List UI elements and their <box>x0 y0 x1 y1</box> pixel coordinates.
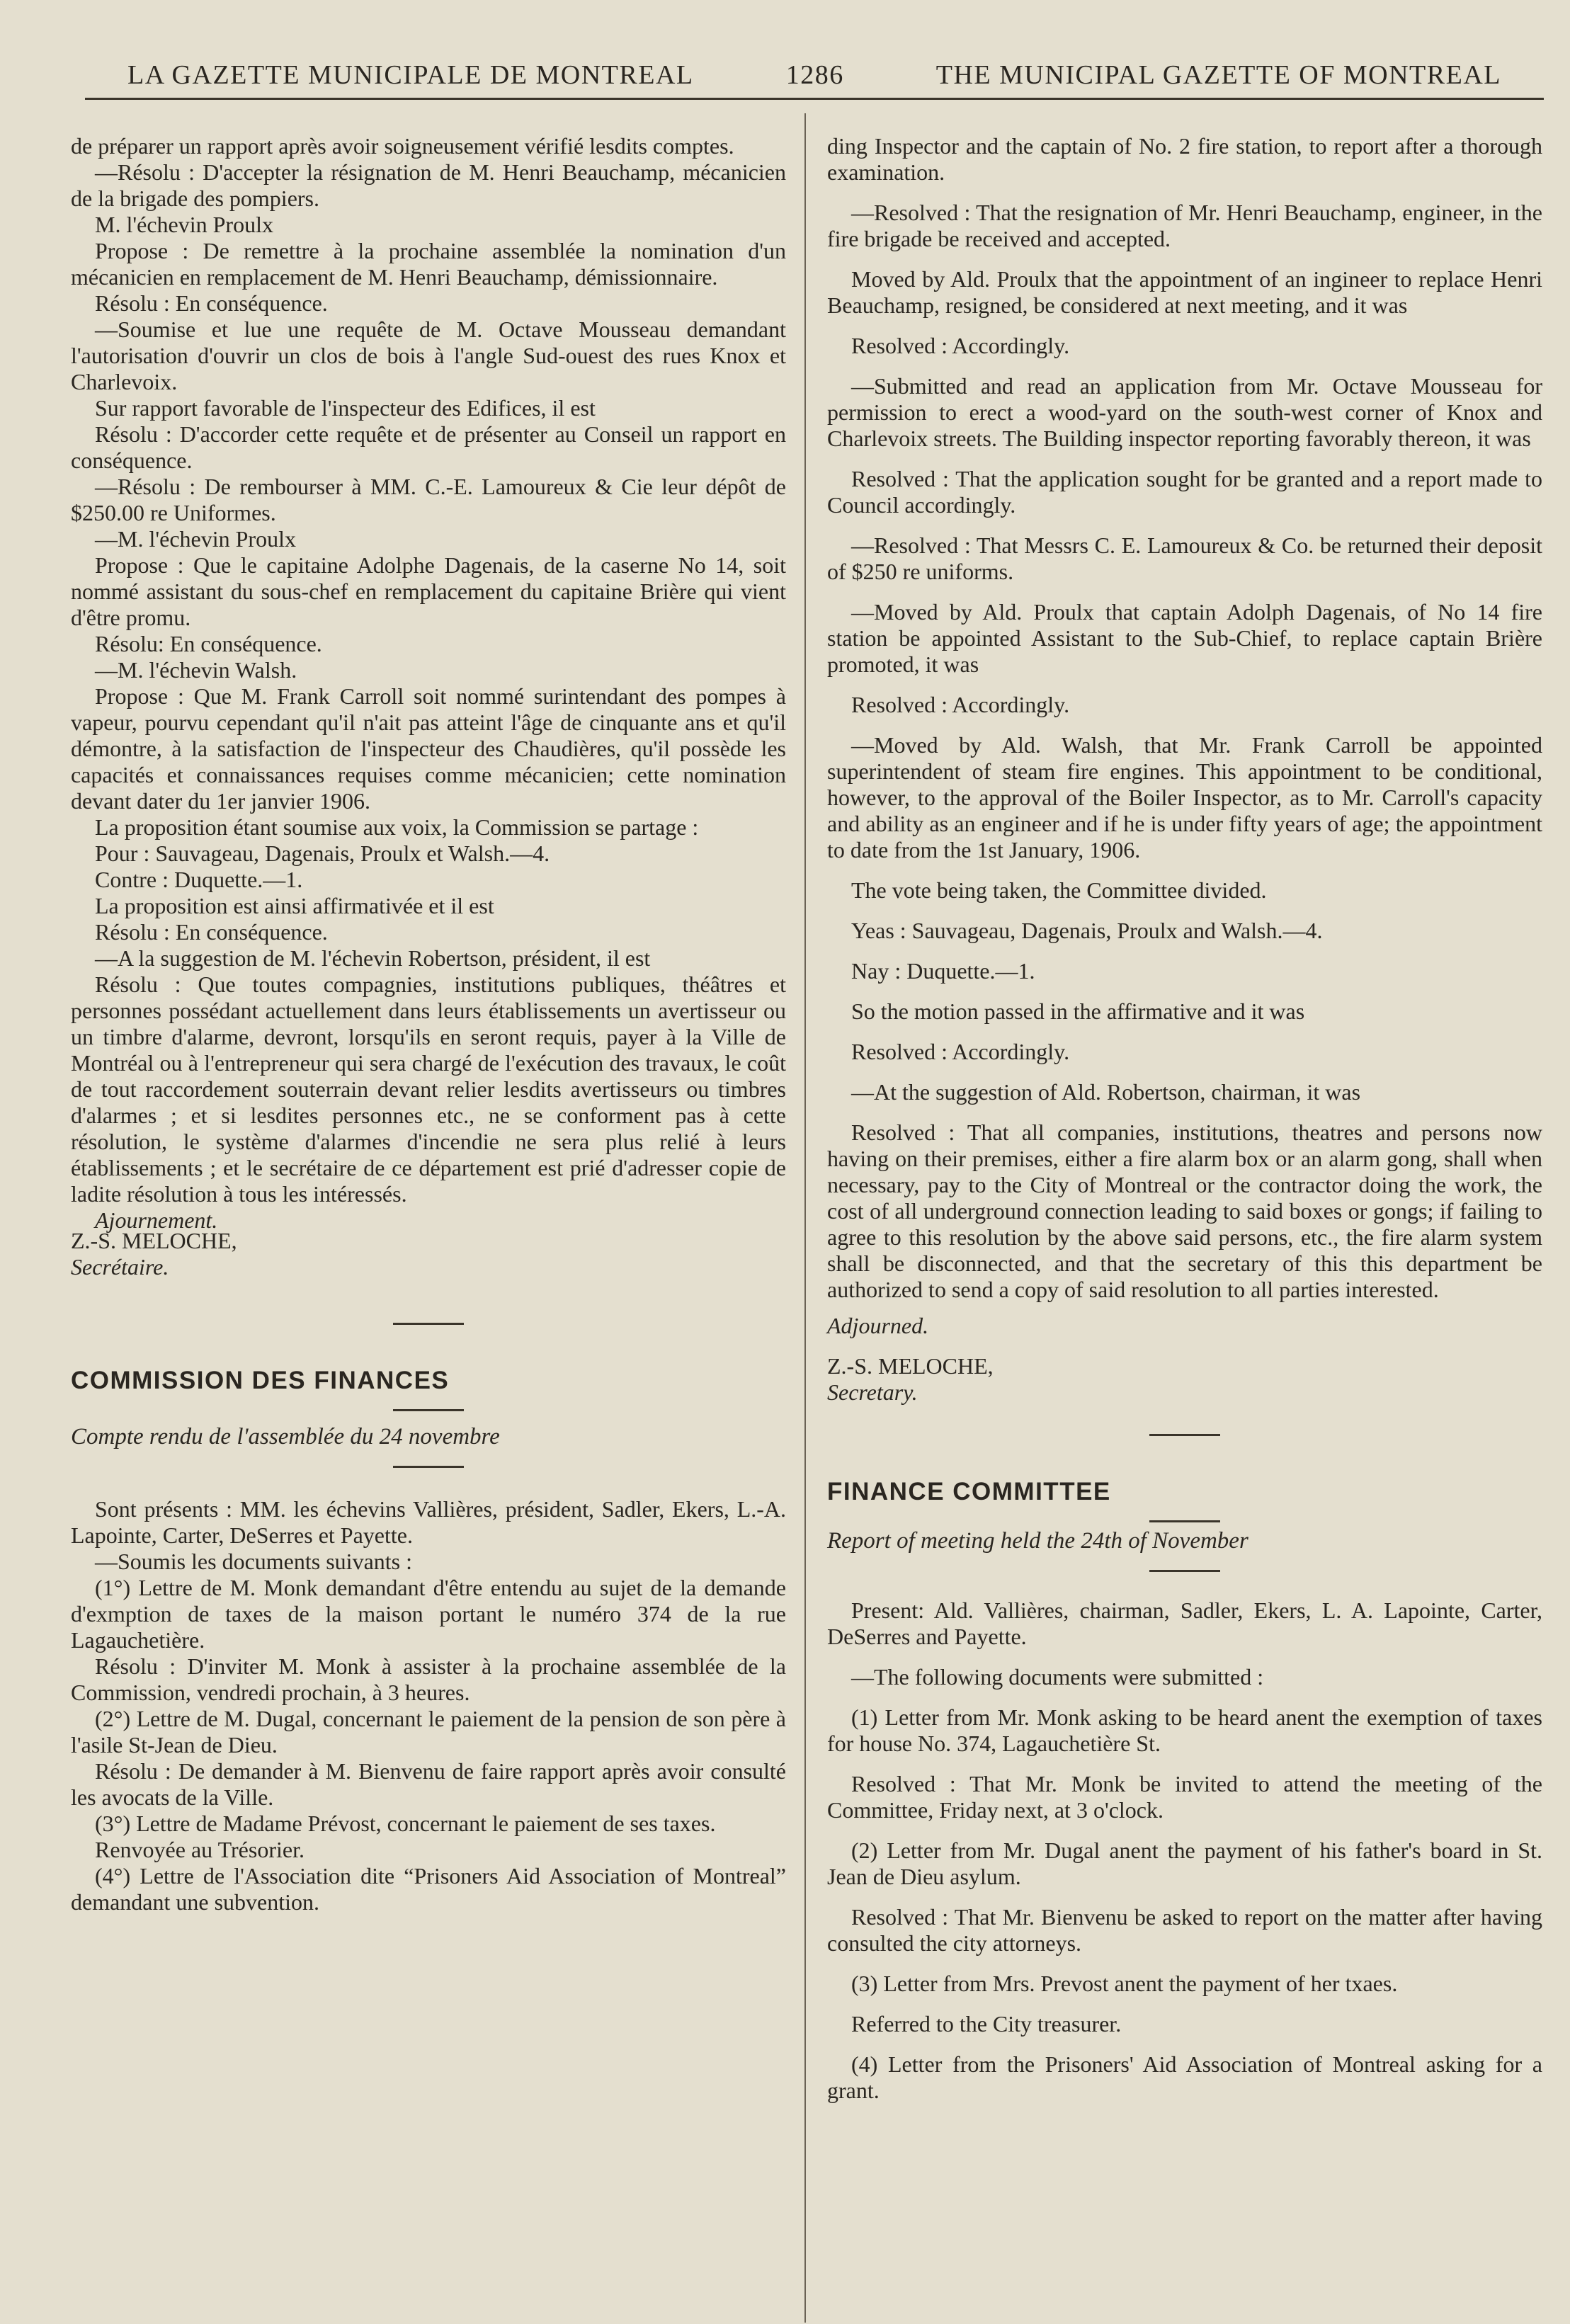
section-rule <box>393 1323 464 1325</box>
column-divider <box>804 113 806 2323</box>
header-french-title: LA GAZETTE MUNICIPALE DE MONTREAL <box>127 60 694 90</box>
paragraph: Resolved : Accordingly. <box>851 1039 1070 1064</box>
paragraph: Sont présents : MM. les échevins Vallières, président, Sadler, Ekers, L.-A. Lapointe, Carter, DeSerres et Payette. <box>71 1496 786 1548</box>
paragraph: (2) Letter from Mr. Dugal anent the payment of his father's board in St. Jean de Dieu asylum. <box>827 1838 1542 1889</box>
paragraph: Nay : Duquette.—1. <box>851 958 1035 984</box>
paragraph: —Submitted and read an application from Mr. Octave Mousseau for permission to erect a wood-yard on the south-west corner of Knox and Charlevoix streets. The Building inspector reporting favorably thereon, it was <box>827 373 1542 451</box>
signature-name: Z.-S. MELOCHE, <box>827 1353 994 1379</box>
paragraph: Résolu: En conséquence. <box>95 631 322 656</box>
paragraph: —M. l'échevin Walsh. <box>95 657 297 683</box>
signature <box>71 1228 786 1280</box>
section-rule <box>393 1409 464 1411</box>
paragraph: —Resolved : That Messrs C. E. Lamoureux & Co. be returned their deposit of $250 re uniforms. <box>827 532 1542 584</box>
paragraph: —Moved by Ald. Walsh, that Mr. Frank Carroll be appointed superintendent of steam fire engines. This appointment to be conditional, however, to the approval of the Boiler Inspector, as to Mr. Carroll's capacity and ability as an engineer and if he is under fifty years of age; the appointment to date from the 1st January, 1906. <box>827 732 1542 862</box>
paragraph: Résolu : D'inviter M. Monk à assister à la prochaine assemblée de la Commission, vendredi prochain, à 3 heures. <box>71 1653 786 1705</box>
section-title: COMMISSION DES FINANCES <box>71 1367 450 1394</box>
section-rule <box>1149 1570 1220 1572</box>
paragraph: —Résolu : D'accepter la résignation de M. Henri Beauchamp, mécanicien de la brigade des pompiers. <box>71 159 786 211</box>
paragraph: —Moved by Ald. Proulx that captain Adolph Dagenais, of No 14 fire station be appointed Assistant to the Sub-Chief, to replace captain Brière promoted, it was <box>827 599 1542 677</box>
adjournment: Ajournement. <box>95 1207 218 1233</box>
paragraph: (1°) Lettre de M. Monk demandant d'être entendu au sujet de la demande d'exmption de taxes de la maison portant le numéro 374 de la rue Lagauchetière. <box>71 1575 786 1653</box>
paragraph: Propose : Que M. Frank Carroll soit nommé surintendant des pompes à vapeur, pourvu cependant qu'il n'ait pas atteint l'âge de cinquante ans et qu'il démontre, à la satisfaction de l'inspecteur des Chaudières, qu'il possède les capacités et connaissances requises comme mécanicien; cette nomination devant dater du 1er janvier 1906. <box>71 683 786 814</box>
paragraph: —Soumise et lue une requête de M. Octave Mousseau demandant l'autorisation d'ouvrir un clos de bois à l'angle Sud-ouest des rues Knox et Charlevoix. <box>71 317 786 394</box>
french-column <box>71 133 786 1915</box>
paragraph: M. l'échevin Proulx <box>95 212 273 237</box>
paragraph: Present: Ald. Vallières, chairman, Sadler, Ekers, L. A. Lapointe, Carter, DeSerres and Payette. <box>827 1597 1542 1649</box>
paragraph: —The following documents were submitted : <box>851 1664 1264 1690</box>
section-subtitle: Compte rendu de l'assemblée du 24 novembre <box>71 1424 500 1449</box>
paragraph: Moved by Ald. Proulx that the appointment of an ingineer to replace Henri Beauchamp, resigned, be considered at next meeting, and it was <box>827 266 1542 318</box>
paragraph: —M. l'échevin Proulx <box>95 526 296 552</box>
paragraph: Yeas : Sauvageau, Dagenais, Proulx and Walsh.—4. <box>851 918 1323 943</box>
paragraph: de préparer un rapport après avoir soigneusement vérifié lesdits comptes. <box>71 133 734 159</box>
paragraph: Resolved : That Mr. Bienvenu be asked to report on the matter after having consulted the city attorneys. <box>827 1904 1542 1956</box>
signature-title: Secretary. <box>827 1379 918 1405</box>
paragraph: Propose : Que le capitaine Adolphe Dagenais, de la caserne No 14, soit nommé assistant du sous-chef en remplacement du capitaine Brière qui vient d'être promu. <box>71 552 786 630</box>
paragraph: Resolved : Accordingly. <box>851 333 1070 358</box>
paragraph: —At the suggestion of Ald. Robertson, chairman, it was <box>851 1079 1361 1105</box>
signature-title: Secrétaire. <box>71 1254 169 1280</box>
paragraph: Referred to the City treasurer. <box>851 2011 1122 2037</box>
paragraph: (3) Letter from Mrs. Prevost anent the payment of her txaes. <box>851 1971 1398 1996</box>
paragraph: Contre : Duquette.—1. <box>95 867 303 892</box>
paragraph: La proposition étant soumise aux voix, la Commission se partage : <box>95 814 699 840</box>
section-rule <box>1149 1520 1220 1522</box>
section-subtitle: Report of meeting held the 24th of November <box>827 1528 1248 1554</box>
paragraph: (3°) Lettre de Madame Prévost, concernant le paiement de ses taxes. <box>95 1811 716 1836</box>
paragraph: —A la suggestion de M. l'échevin Robertson, président, il est <box>95 945 651 971</box>
signature-name: Z.-S. MELOCHE, <box>71 1228 237 1253</box>
paragraph: La proposition est ainsi affirmativée et il est <box>95 893 494 918</box>
paragraph: Resolved : That Mr. Monk be invited to attend the meeting of the Committee, Friday next, at 3 o'clock. <box>827 1771 1542 1823</box>
paragraph: —Resolved : That the resignation of Mr. Henri Beauchamp, engineer, in the fire brigade be received and accepted. <box>827 200 1542 251</box>
paragraph: (2°) Lettre de M. Dugal, concernant le paiement de la pension de son père à l'asile St-Jean de Dieu. <box>71 1706 786 1758</box>
paragraph: Résolu : De demander à M. Bienvenu de faire rapport après avoir consulté les avocats de la Ville. <box>71 1758 786 1810</box>
paragraph: Résolu : D'accorder cette requête et de présenter au Conseil un rapport en conséquence. <box>71 421 786 473</box>
paragraph: (4) Letter from the Prisoners' Aid Association of Montreal asking for a grant. <box>827 2051 1542 2103</box>
section-rule <box>393 1466 464 1468</box>
section-title: FINANCE COMMITTEE <box>827 1478 1111 1505</box>
paragraph: Propose : De remettre à la prochaine assemblée la nomination d'un mécanicien en remplacement de M. Henri Beauchamp, démissionnaire. <box>71 238 786 290</box>
paragraph: Resolved : Accordingly. <box>851 692 1070 717</box>
page-number: 1286 <box>785 60 844 90</box>
header-english-title: THE MUNICIPAL GAZETTE OF MONTREAL <box>935 60 1501 90</box>
paragraph: (4°) Lettre de l'Association dite “Prisoners Aid Association of Montreal” demandant une subvention. <box>71 1863 786 1915</box>
paragraph: —Soumis les documents suivants : <box>95 1549 412 1574</box>
paragraph: Résolu : En conséquence. <box>95 919 328 945</box>
section-rule <box>1149 1434 1220 1436</box>
paragraph: Sur rapport favorable de l'inspecteur des Edifices, il est <box>95 395 596 421</box>
english-column <box>827 133 1542 2118</box>
paragraph: Résolu : En conséquence. <box>95 290 328 316</box>
paragraph: —Résolu : De rembourser à MM. C.-E. Lamoureux & Cie leur dépôt de $250.00 re Uniformes. <box>71 474 786 525</box>
header-rule <box>85 98 1544 100</box>
adjournment: Adjourned. <box>827 1313 929 1338</box>
signature <box>827 1353 1542 1406</box>
paragraph: Renvoyée au Trésorier. <box>95 1837 305 1862</box>
paragraph: Pour : Sauvageau, Dagenais, Proulx et Walsh.—4. <box>95 841 550 866</box>
paragraph: Resolved : That the application sought for be granted and a report made to Council accordingly. <box>827 466 1542 518</box>
paragraph: The vote being taken, the Committee divided. <box>851 877 1267 903</box>
paragraph: Résolu : Que toutes compagnies, institutions publiques, théâtres et personnes possédant actuellement dans leurs établissements un avertisseur ou un timbre d'alarme, devront, lorsqu'ils en seront requis, payer à la Ville de Montréal ou à l'entrepreneur qui sera chargé de l'exécution des travaux, le coût de tout raccordement souterrain devant relier lesdits avertisseurs ou timbres d'alarmes ; et si lesdites personnes etc., ne se conforment pas à cette résolution, le système d'alarmes d'incendie ne sera plus relié à leurs établissements ; et le secrétaire de ce département est prié d'adresser copie de ladite résolution à tous les intéressés. <box>71 972 786 1207</box>
paragraph: (1) Letter from Mr. Monk asking to be heard anent the exemption of taxes for house No. 374, Lagauchetière St. <box>827 1704 1542 1756</box>
paragraph: Resolved : That all companies, institutions, theatres and persons now having on their premises, either a fire alarm box or an alarm gong, shall when necessary, pay to the City of Montreal or the contractor doing the work, the cost of all underground connection leading to said boxes or gongs; if failing to agree to this resolution by the above said persons, etc., the fire alarm system shall be disconnected, and that the secretary of this this department be authorized to send a copy of said resolution to all parties interested. <box>827 1120 1542 1302</box>
paragraph: So the motion passed in the affirmative and it was <box>851 998 1305 1024</box>
page-header <box>127 59 1501 102</box>
paragraph: ding Inspector and the captain of No. 2 fire station, to report after a thorough examination. <box>827 133 1542 185</box>
